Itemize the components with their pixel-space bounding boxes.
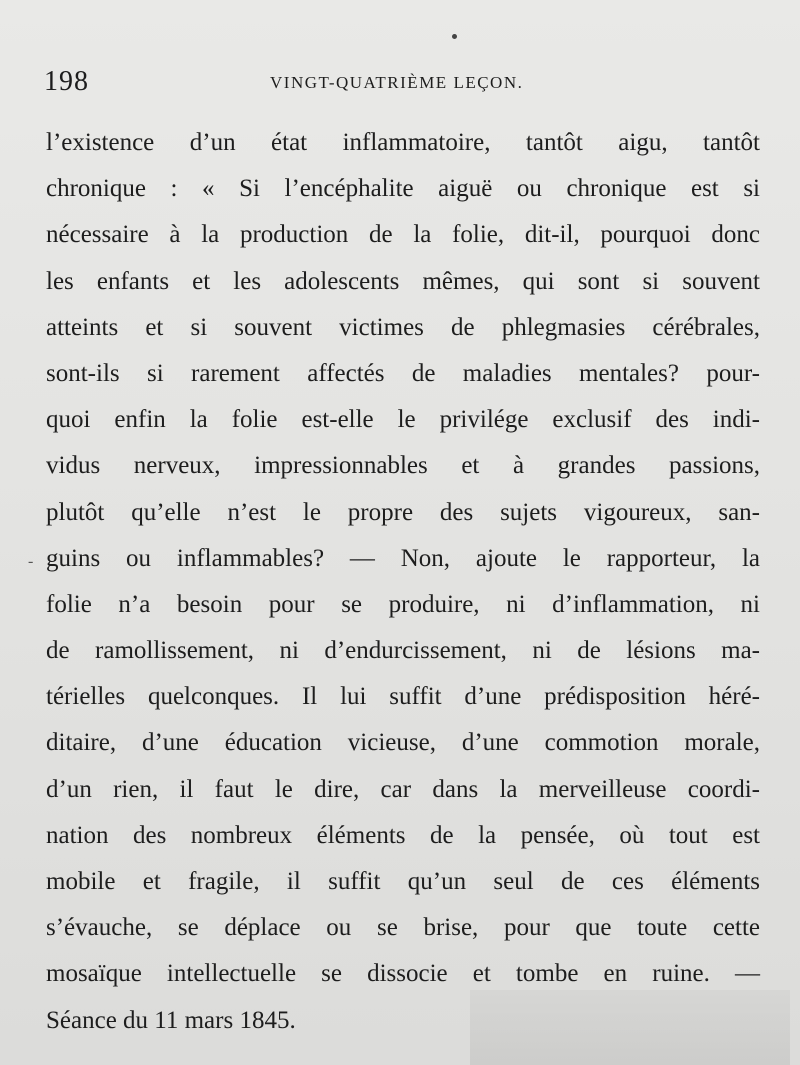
text-line: l’existence d’un état inflammatoire, tantôt aigu, tantôt: [46, 129, 760, 156]
ink-dot: [452, 34, 457, 39]
text-line: ditaire, d’une éducation vicieuse, d’une commotion morale,: [46, 729, 760, 757]
text-line: d’un rien, il faut le dire, car dans la merveilleuse coordi-: [46, 775, 760, 803]
text-line: térielles quelconques. Il lui suffit d’une prédisposition héré-: [46, 683, 760, 711]
margin-mark: -: [28, 553, 34, 570]
text-line-final: Séance du 11 mars 1845.: [46, 1006, 296, 1034]
text-line: nation des nombreux éléments de la pensée, où tout est: [46, 821, 760, 849]
text-line: vidus nerveux, impressionnables et à grandes passions,: [46, 452, 760, 480]
text-line: s’évauche, se déplace ou se brise, pour que toute cette: [46, 914, 760, 942]
running-head: VINGT-QUATRIÈME LEÇON.: [270, 73, 524, 92]
reverse-side-bleed: [470, 990, 790, 1065]
text-line: chronique : « Si l’encéphalite aiguë ou chronique est si: [46, 175, 760, 203]
text-line: folie n’a besoin pour se produire, ni d’inflammation, ni: [46, 590, 760, 618]
text-line: de ramollissement, ni d’endurcissement, ni de lésions ma-: [46, 637, 760, 665]
text-line: atteints et si souvent victimes de phlegmasies cérébrales,: [46, 313, 760, 341]
page-header: [44, 62, 760, 102]
page-number: 198: [44, 66, 89, 97]
text-line: mosaïque intellectuelle se dissocie et tombe en ruine. —: [46, 960, 760, 988]
text-line: plutôt qu’elle n’est le propre des sujets vigoureux, san-: [46, 498, 760, 526]
text-line: sont-ils si rarement affectés de maladies mentales? pour-: [46, 359, 760, 387]
body-paragraph: [46, 120, 760, 1044]
text-line: mobile et fragile, il suffit qu’un seul de ces éléments: [46, 868, 760, 895]
text-line: les enfants et les adolescents mêmes, qui sont si souvent: [46, 267, 760, 295]
text-line: quoi enfin la folie est-elle le privilége exclusif des indi-: [46, 406, 760, 434]
text-line: nécessaire à la production de la folie, dit-il, pourquoi donc: [46, 221, 760, 249]
text-line: guins ou inflammables? — Non, ajoute le rapporteur, la: [46, 544, 760, 572]
